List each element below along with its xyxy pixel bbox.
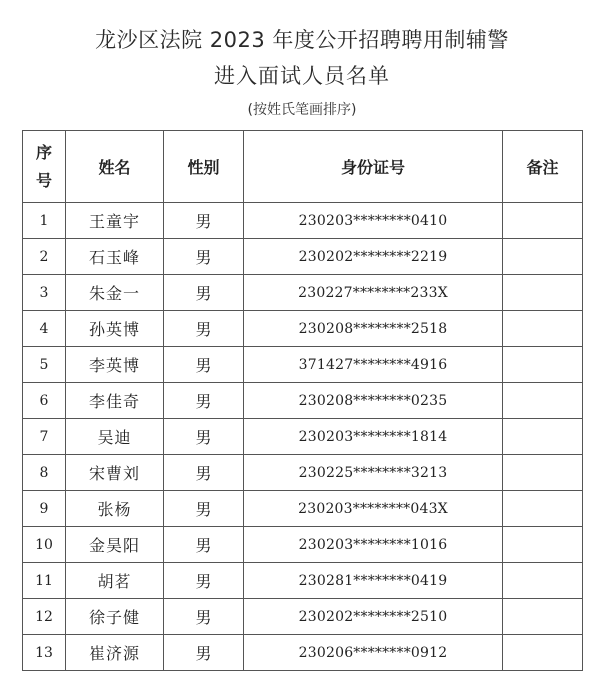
cell-index: 3 (23, 275, 66, 311)
cell-remarks (503, 419, 583, 455)
cell-index: 5 (23, 347, 66, 383)
cell-index: 6 (23, 383, 66, 419)
candidate-table (22, 130, 583, 671)
cell-index: 10 (23, 527, 66, 563)
cell-id-number: 230227********233X (244, 275, 503, 311)
cell-id-number: 230203********1814 (244, 419, 503, 455)
table-row (23, 275, 583, 311)
cell-index: 12 (23, 599, 66, 635)
cell-id-number: 230203********043X (244, 491, 503, 527)
cell-id-number: 230225********3213 (244, 455, 503, 491)
cell-name: 胡茗 (66, 563, 164, 599)
cell-id-number: 230281********0419 (244, 563, 503, 599)
cell-gender: 男 (164, 491, 244, 527)
cell-remarks (503, 527, 583, 563)
table-row (23, 491, 583, 527)
column-header-gender: 性别 (164, 131, 244, 203)
table-row (23, 311, 583, 347)
cell-gender: 男 (164, 563, 244, 599)
table-row (23, 347, 583, 383)
column-header-remarks: 备注 (503, 131, 583, 203)
cell-id-number: 230208********2518 (244, 311, 503, 347)
cell-id-number: 371427********4916 (244, 347, 503, 383)
cell-remarks (503, 563, 583, 599)
cell-name: 吴迪 (66, 419, 164, 455)
cell-name: 徐子健 (66, 599, 164, 635)
document-subtitle: (按姓氏笔画排序) (247, 102, 357, 118)
cell-name: 孙英博 (66, 311, 164, 347)
table-row (23, 203, 583, 239)
cell-remarks (503, 383, 583, 419)
cell-gender: 男 (164, 527, 244, 563)
cell-index: 11 (23, 563, 66, 599)
cell-index: 1 (23, 203, 66, 239)
cell-name: 张杨 (66, 491, 164, 527)
cell-id-number: 230203********0410 (244, 203, 503, 239)
cell-id-number: 230203********1016 (244, 527, 503, 563)
cell-gender: 男 (164, 239, 244, 275)
cell-index: 2 (23, 239, 66, 275)
cell-remarks (503, 599, 583, 635)
cell-gender: 男 (164, 635, 244, 671)
cell-remarks (503, 635, 583, 671)
cell-id-number: 230208********0235 (244, 383, 503, 419)
cell-remarks (503, 347, 583, 383)
cell-gender: 男 (164, 383, 244, 419)
table-row (23, 383, 583, 419)
cell-remarks (503, 455, 583, 491)
column-header-index (23, 131, 66, 203)
cell-name: 朱金一 (66, 275, 164, 311)
cell-gender: 男 (164, 599, 244, 635)
cell-gender: 男 (164, 419, 244, 455)
cell-remarks (503, 275, 583, 311)
table-row (23, 455, 583, 491)
cell-name: 李英博 (66, 347, 164, 383)
cell-remarks (503, 203, 583, 239)
table-body (23, 203, 583, 671)
cell-remarks (503, 491, 583, 527)
table-row (23, 419, 583, 455)
cell-index: 9 (23, 491, 66, 527)
cell-id-number: 230206********0912 (244, 635, 503, 671)
cell-index: 8 (23, 455, 66, 491)
cell-gender: 男 (164, 275, 244, 311)
cell-id-number: 230202********2510 (244, 599, 503, 635)
cell-remarks (503, 311, 583, 347)
column-header-name: 姓名 (66, 131, 164, 203)
table-row (23, 563, 583, 599)
cell-remarks (503, 239, 583, 275)
table-row (23, 239, 583, 275)
table-header-row (23, 131, 583, 203)
cell-index: 13 (23, 635, 66, 671)
document-title-secondary: 进入面试人员名单 (214, 64, 390, 88)
table-row (23, 635, 583, 671)
cell-gender: 男 (164, 311, 244, 347)
cell-name: 王童宇 (66, 203, 164, 239)
column-header-id-number: 身份证号 (244, 131, 503, 203)
cell-gender: 男 (164, 347, 244, 383)
table-row (23, 599, 583, 635)
cell-name: 石玉峰 (66, 239, 164, 275)
cell-name: 宋曹刘 (66, 455, 164, 491)
cell-gender: 男 (164, 203, 244, 239)
document-title: 龙沙区法院 2023 年度公开招聘聘用制辅警 (95, 28, 509, 52)
cell-name: 李佳奇 (66, 383, 164, 419)
column-header-index-label: 序号 (35, 142, 52, 190)
cell-index: 4 (23, 311, 66, 347)
cell-name: 崔济源 (66, 635, 164, 671)
table-row (23, 527, 583, 563)
cell-index: 7 (23, 419, 66, 455)
cell-name: 金昊阳 (66, 527, 164, 563)
cell-gender: 男 (164, 455, 244, 491)
cell-id-number: 230202********2219 (244, 239, 503, 275)
